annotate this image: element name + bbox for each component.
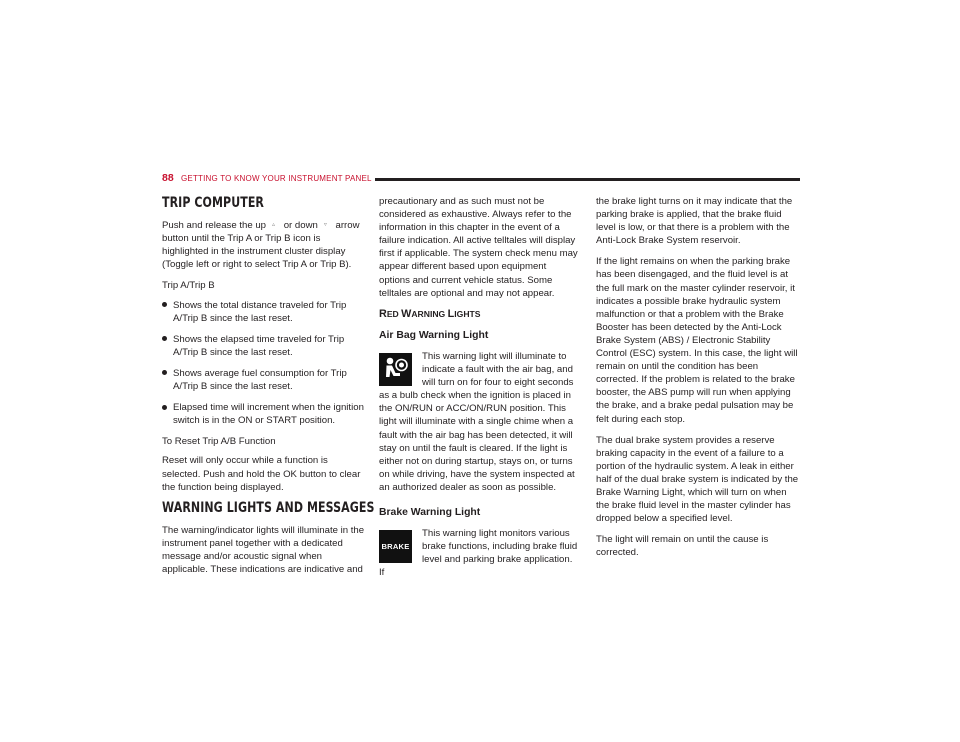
up-keyword: up <box>255 220 267 232</box>
down-keyword: down <box>294 220 318 232</box>
left-keyword: left <box>196 259 209 271</box>
airbag-heading: Air Bag Warning Light <box>379 329 489 341</box>
airbag-icon-graphic <box>379 353 412 386</box>
brake-warning-icon: BRAKE <box>379 530 412 563</box>
warning-cont-paragraph: precautionary and as such must not be considered as exhaustive. Always refer to the information in this chapter in the event of a failure indication. All active telltales will display first if applicable. The system check menu may appear different based upon equipment options and current vehicle status. Some telltales are optional and may not appear. <box>379 196 578 299</box>
brake-malfunction-paragraph: If the light remains on when the parking brake has been disengaged, and the fluid level is at the full mark on the master cylinder reservoir, it indicates a possible brake hydraulic system malfunction or that a problem with the Brake Booster has been detected by the Anti-Lock Brake System (ABS) / Electronic Stability Control (ESC) system. In this case, the light will remain on until the condition has been corrected. If the problem is related to the brake booster, the ABS pump will run when applying the brake, and a brake pedal pulsation may be felt during each stop. <box>596 256 798 425</box>
trip-ab-label: Trip A/Trip B <box>162 280 215 292</box>
list-item: Shows the total distance traveled for Trip A/Trip B since the last reset. <box>162 299 367 325</box>
bullet-icon <box>162 302 167 307</box>
light-remains-paragraph: The light will remain on until the cause is corrected. <box>596 534 769 559</box>
bullet-icon <box>162 370 167 375</box>
airbag-warning-icon <box>379 353 412 386</box>
right-keyword: right <box>222 259 242 271</box>
bullet-icon <box>162 336 167 341</box>
reset-paragraph: Reset will only occur while a function is selected. Push and hold the OK button to clear the function being displayed. <box>162 455 361 493</box>
column-2 <box>379 195 579 587</box>
trip-bullet-list <box>162 299 367 428</box>
list-item: Shows average fuel consumption for Trip A/Trip B since the last reset. <box>162 367 367 393</box>
list-item: Elapsed time will increment when the ignition switch is in the ON or START position. <box>162 401 367 427</box>
column-1 <box>162 194 375 584</box>
chapter-title: GETTING TO KNOW YOUR INSTRUMENT PANEL <box>181 174 372 183</box>
up-arrow-icon: ▵ <box>272 222 276 229</box>
ok-keyword: OK <box>283 468 297 480</box>
down-arrow-icon: ▿ <box>323 222 327 229</box>
brake-cont-paragraph: the brake light turns on it may indicate that the parking brake is applied, that the brake fluid level is low, or that there is a problem with the Anti-Lock Brake System reservoir. <box>596 196 793 247</box>
brake-heading: Brake Warning Light <box>379 506 481 518</box>
red-warning-lights-heading: RED WARNING LIGHTS <box>379 307 481 320</box>
header-rule <box>375 178 800 181</box>
brake-paragraph: This warning light monitors various brake functions, including brake fluid level and parking brake application. If <box>379 528 578 579</box>
trip-computer-heading: TRIP COMPUTER <box>162 195 264 211</box>
reset-label: To Reset Trip A/B Function <box>162 436 276 448</box>
bullet-icon <box>162 405 167 410</box>
list-item: Shows the elapsed time traveled for Trip A/Trip B since the last reset. <box>162 333 367 359</box>
dual-brake-paragraph: The dual brake system provides a reserve braking capacity in the event of a failure to a portion of the hydraulic system. A leak in either half of the dual brake system is indicated by the Brake Warning Light, which will turn on when the brake fluid level in the master cylinder has dropped below a specified level. <box>596 434 799 525</box>
warning-intro-paragraph: The warning/indicator lights will illuminate in the instrument panel together with a dedicated message and/or acoustic signal when applicable. These indications are indicative and <box>162 524 365 576</box>
page-number: 88 <box>162 172 174 184</box>
warning-lights-heading: WARNING LIGHTS AND MESSAGES <box>162 499 375 516</box>
column-3 <box>596 195 799 567</box>
airbag-paragraph: This warning light will illuminate to indicate a fault with the air bag, and will turn on for four to eight seconds as a bulb check when the ignition is placed in the ON/RUN or ACC/ON/RUN position. This light will illuminate with a single chime when a fault with the air bag has been detected, it will stay on until the fault is cleared. If the light is either not on during startup, stays on, or turns on while driving, have the system inspected at an authorized dealer as soon as possible. <box>379 350 575 493</box>
page-header <box>162 172 800 184</box>
trip-intro-paragraph: Push and release the up ▵ or down ▿ arrow button until the Trip A or Trip B icon is highlighted in the instrument cluster display (Toggle left or right to select Trip A or Trip B). <box>162 220 360 271</box>
